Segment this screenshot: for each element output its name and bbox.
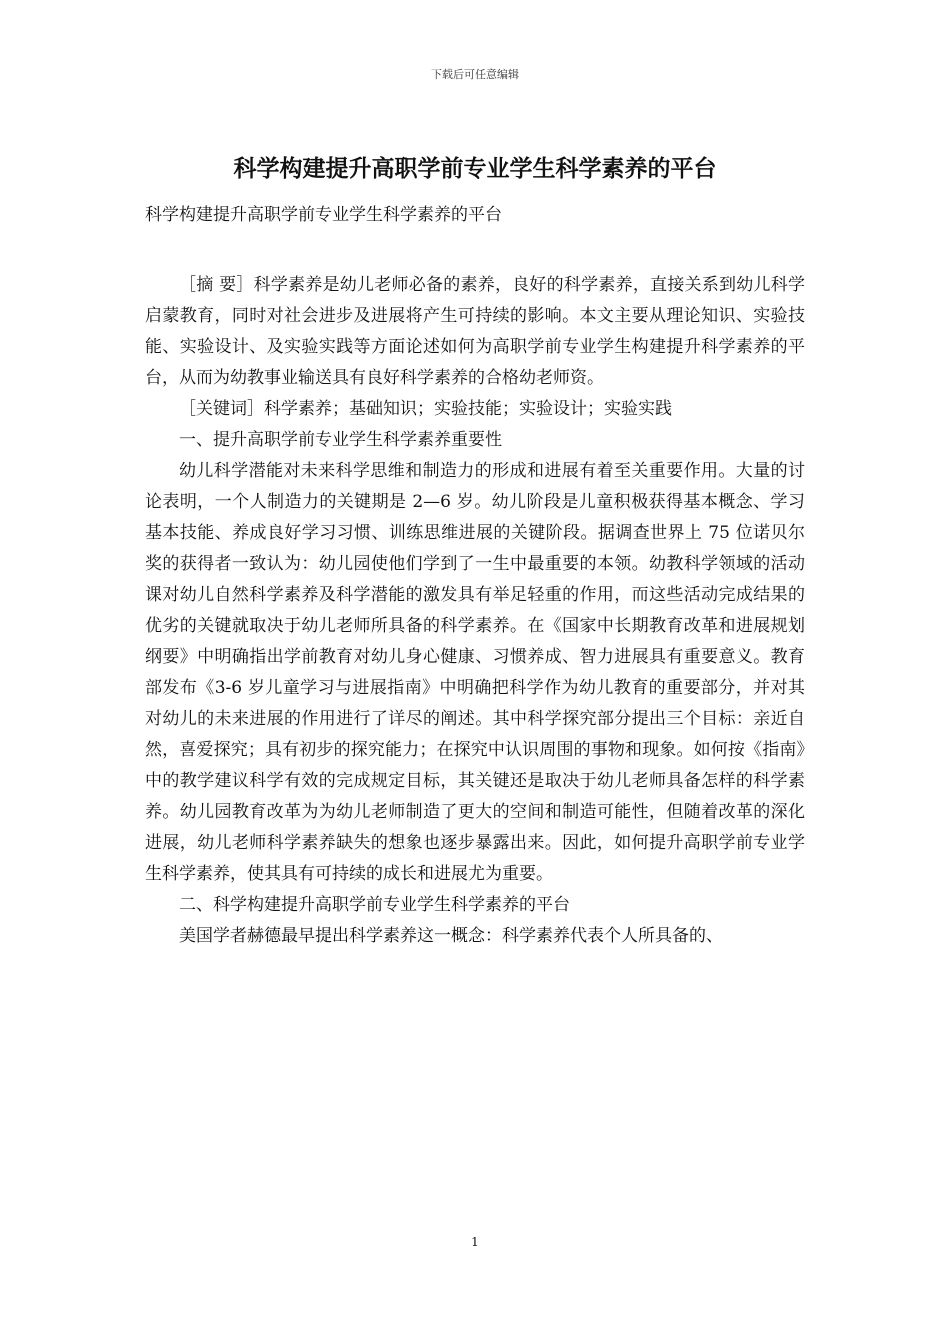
section-2-heading: 二、科学构建提升高职学前专业学生科学素养的平台: [179, 895, 570, 915]
keywords-paragraph: ［关键词］科学素养；基础知识；实验技能；实验设计；实验实践: [179, 399, 672, 419]
page-header: 下载后可任意编辑: [431, 68, 519, 81]
document-body: [145, 270, 805, 952]
document-title: 科学构建提升高职学前专业学生科学素养的平台: [233, 156, 717, 182]
document-subtitle: 科学构建提升高职学前专业学生科学素养的平台: [145, 205, 502, 225]
section-1-body: 幼儿科学潜能对未来科学思维和制造力的形成和进展有着至关重要作用。大量的讨论表明，一个人制造力的关键期是 2—6 岁。幼儿阶段是儿童积极获得基本概念、学习基本技能、养成良好学习习惯、训练思维进展的关键阶段。据调查世界上 75 位诺贝尔奖的获得者一致认为：幼儿园使他们学到了一生中最重要的本领。幼教科学领域的活动课对幼儿自然科学素养及科学潜能的激发具有举足轻重的作用，而这些活动完成结果的优劣的关键就取决于幼儿老师所具备的科学素养。在《国家中长期教育改革和进展规划纲要》中明确指出学前教育对幼儿身心健康、习惯养成、智力进展具有重要意义。教育部发布《3-6 岁儿童学习与进展指南》中明确把科学作为幼儿教育的重要部分，并对其对幼儿的未来进展的作用进行了详尽的阐述。其中科学探究部分提出三个目标：亲近自然，喜爱探究；具有初步的探究能力；在探究中认识周围的事物和现象。如何按《指南》中的教学建议科学有效的完成规定目标，其关键还是取决于幼儿老师具备怎样的科学素养。幼儿园教育改革为为幼儿老师制造了更大的空间和制造可能性，但随着改革的深化进展，幼儿老师科学素养缺失的想象也逐步暴露出来。因此，如何提升高职学前专业学生科学素养，使其具有可持续的成长和进展尤为重要。: [145, 461, 805, 884]
abstract-paragraph: ［摘 要］科学素养是幼儿老师必备的素养，良好的科学素养，直接关系到幼儿科学启蒙教育，同时对社会进步及进展将产生可持续的影响。本文主要从理论知识、实验技能、实验设计、及实验实践等方面论述如何为高职学前专业学生构建提升科学素养的平台，从而为幼教事业输送具有良好科学素养的合格幼老师资。: [145, 275, 805, 388]
section-2-body: 美国学者赫德最早提出科学素养这一概念：科学素养代表个人所具备的、: [179, 926, 723, 946]
section-1-heading: 一、提升高职学前专业学生科学素养重要性: [179, 430, 502, 450]
page-number: 1: [471, 1235, 479, 1249]
